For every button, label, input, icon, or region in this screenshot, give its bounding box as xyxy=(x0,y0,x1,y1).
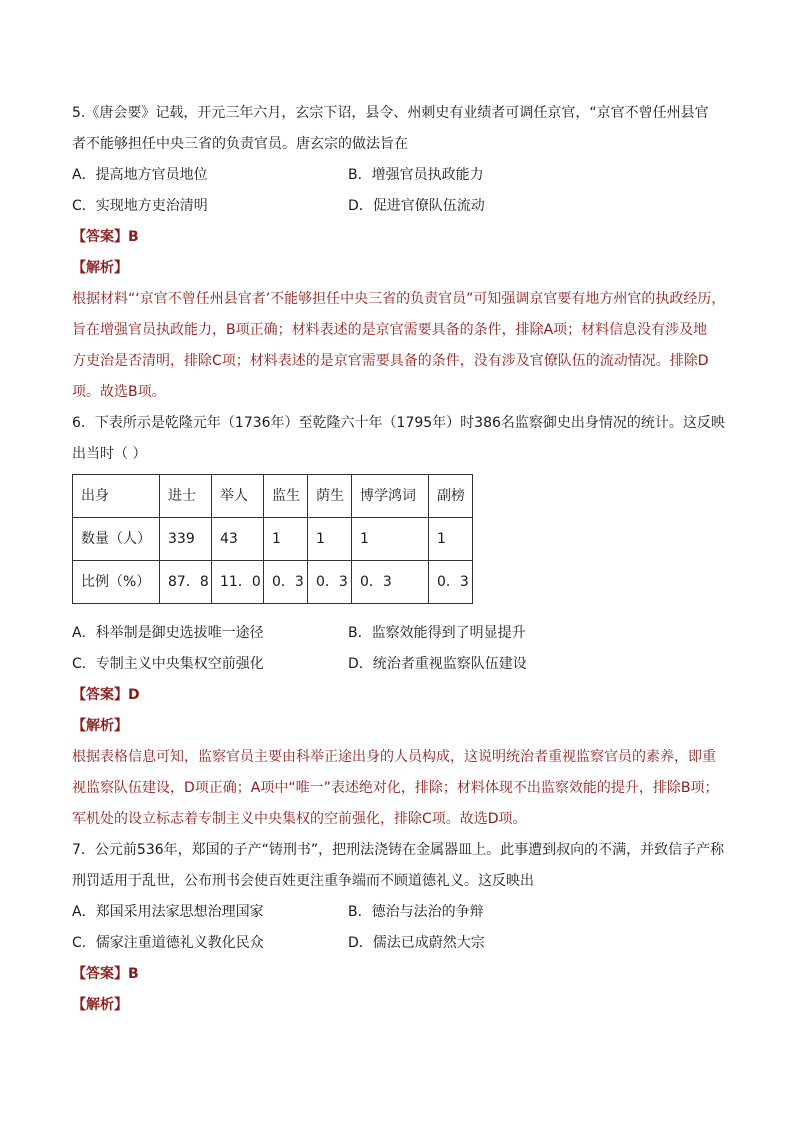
question-6-analysis-line-1: 根据表格信息可知，监察官员主要由科举正途出身的人员构成，这说明统治者重视监察官员的素养，即重 xyxy=(72,749,716,765)
table-header-row xyxy=(73,475,473,518)
question-5-analysis-line-1: 根据材料“‘京官不曾任州县官者’不能够担任中央三省的负责官员”可知强调京官要有地方州官的执政经历， xyxy=(72,291,726,307)
table-cell: 1 xyxy=(308,518,352,561)
table-row xyxy=(73,518,473,561)
question-5-option-a: A．提高地方官员地位 xyxy=(72,167,208,183)
question-5-analysis xyxy=(72,284,724,408)
table-header-cell: 博学鸿词 xyxy=(352,475,429,518)
question-6-option-c: C．专制主义中央集权空前强化 xyxy=(72,656,264,672)
question-7-options xyxy=(72,897,724,959)
question-5-stem-line-1: 5.《唐会要》记载，开元三年六月，玄宗下诏，县令、州刺史有业绩者可调任京官，“京官不曾任州县官 xyxy=(72,105,709,121)
table-cell: 1 xyxy=(429,518,473,561)
table-header-cell: 副榜 xyxy=(429,475,473,518)
question-6-answer: 【答案】D xyxy=(72,687,140,703)
question-7 xyxy=(72,835,724,1021)
question-6-option-b: B．监察效能得到了明显提升 xyxy=(348,625,526,641)
question-5-analysis-line-3: 方吏治是否清明，排除C项；材料表述的是京官需要具备的条件，没有涉及官僚队伍的流动情况。排除D xyxy=(72,353,709,369)
question-5-analysis-line-4: 项。故选B项。 xyxy=(72,384,166,400)
question-content xyxy=(72,98,724,1021)
question-6-stem-line-1: 6．下表所示是乾隆元年（1736年）至乾隆六十年（1795年）时386名监察御史出身情况的统计。这反映 xyxy=(72,415,725,431)
question-7-stem-line-1: 7．公元前536年，郑国的子产“铸刑书”，把刑法浇铸在金属器皿上。此事遭到叔向的不满，并致信子产称 xyxy=(72,842,725,858)
table-header-cell: 进士 xyxy=(160,475,212,518)
question-6-options xyxy=(72,618,724,680)
table-cell: 0．3 xyxy=(429,561,473,604)
question-6-analysis-line-3: 军机处的设立标志着专制主义中央集权的空前强化，排除C项。故选D项。 xyxy=(72,811,527,827)
question-7-option-a: A．郑国采用法家思想治理国家 xyxy=(72,904,264,920)
question-6-analysis-label: 【解析】 xyxy=(72,718,128,734)
table-cell: 43 xyxy=(212,518,264,561)
question-5-option-c: C．实现地方吏治清明 xyxy=(72,198,208,214)
question-7-option-d: D．儒法已成蔚然大宗 xyxy=(348,935,485,951)
table-header-cell: 监生 xyxy=(264,475,308,518)
table-cell: 1 xyxy=(352,518,429,561)
table-cell: 339 xyxy=(160,518,212,561)
question-5-options xyxy=(72,160,724,222)
table-cell: 0．3 xyxy=(264,561,308,604)
question-7-stem-line-2: 刑罚适用于乱世，公布刑书会使百姓更注重争端而不顾道德礼义。这反映出 xyxy=(72,873,534,889)
question-6-stem-line-2: 出当时（ ） xyxy=(72,446,147,462)
table-header-cell: 出身 xyxy=(73,475,160,518)
table-header-cell: 荫生 xyxy=(308,475,352,518)
question-5-analysis-label: 【解析】 xyxy=(72,260,128,276)
table-row xyxy=(73,561,473,604)
table-header-cell: 举人 xyxy=(212,475,264,518)
question-6-analysis-line-2: 视监察队伍建设，D项正确；A项中“唯一”表述绝对化，排除；材料体现不出监察效能的提升，排除B项； xyxy=(72,780,719,796)
question-5 xyxy=(72,98,724,408)
table-cell: 0．3 xyxy=(352,561,429,604)
question-6-analysis xyxy=(72,742,724,835)
table-cell: 1 xyxy=(264,518,308,561)
table-cell: 比例（%） xyxy=(73,561,160,604)
question-7-answer: 【答案】B xyxy=(72,966,139,982)
question-5-stem-line-2: 者不能够担任中央三省的负责官员。唐玄宗的做法旨在 xyxy=(72,136,408,152)
question-5-option-d: D．促进官僚队伍流动 xyxy=(348,198,485,214)
table-cell: 0．3 xyxy=(308,561,352,604)
question-5-answer: 【答案】B xyxy=(72,229,139,245)
question-5-option-b: B．增强官员执政能力 xyxy=(348,167,484,183)
question-5-analysis-line-2: 旨在增强官员执政能力，B项正确；材料表述的是京官需要具备的条件，排除A项；材料信息没有涉及地 xyxy=(72,322,708,338)
question-6 xyxy=(72,408,724,835)
table-cell: 数量（人） xyxy=(73,518,160,561)
question-6-option-a: A．科举制是御史选拔唯一途径 xyxy=(72,625,264,641)
censor-origin-table xyxy=(72,474,473,604)
question-7-option-b: B．德治与法治的争辩 xyxy=(348,904,484,920)
question-7-analysis-label: 【解析】 xyxy=(72,997,128,1013)
table-cell: 87．8 xyxy=(160,561,212,604)
question-6-option-d: D．统治者重视监察队伍建设 xyxy=(348,656,527,672)
question-7-option-c: C．儒家注重道德礼义教化民众 xyxy=(72,935,264,951)
table-cell: 11．0 xyxy=(212,561,264,604)
